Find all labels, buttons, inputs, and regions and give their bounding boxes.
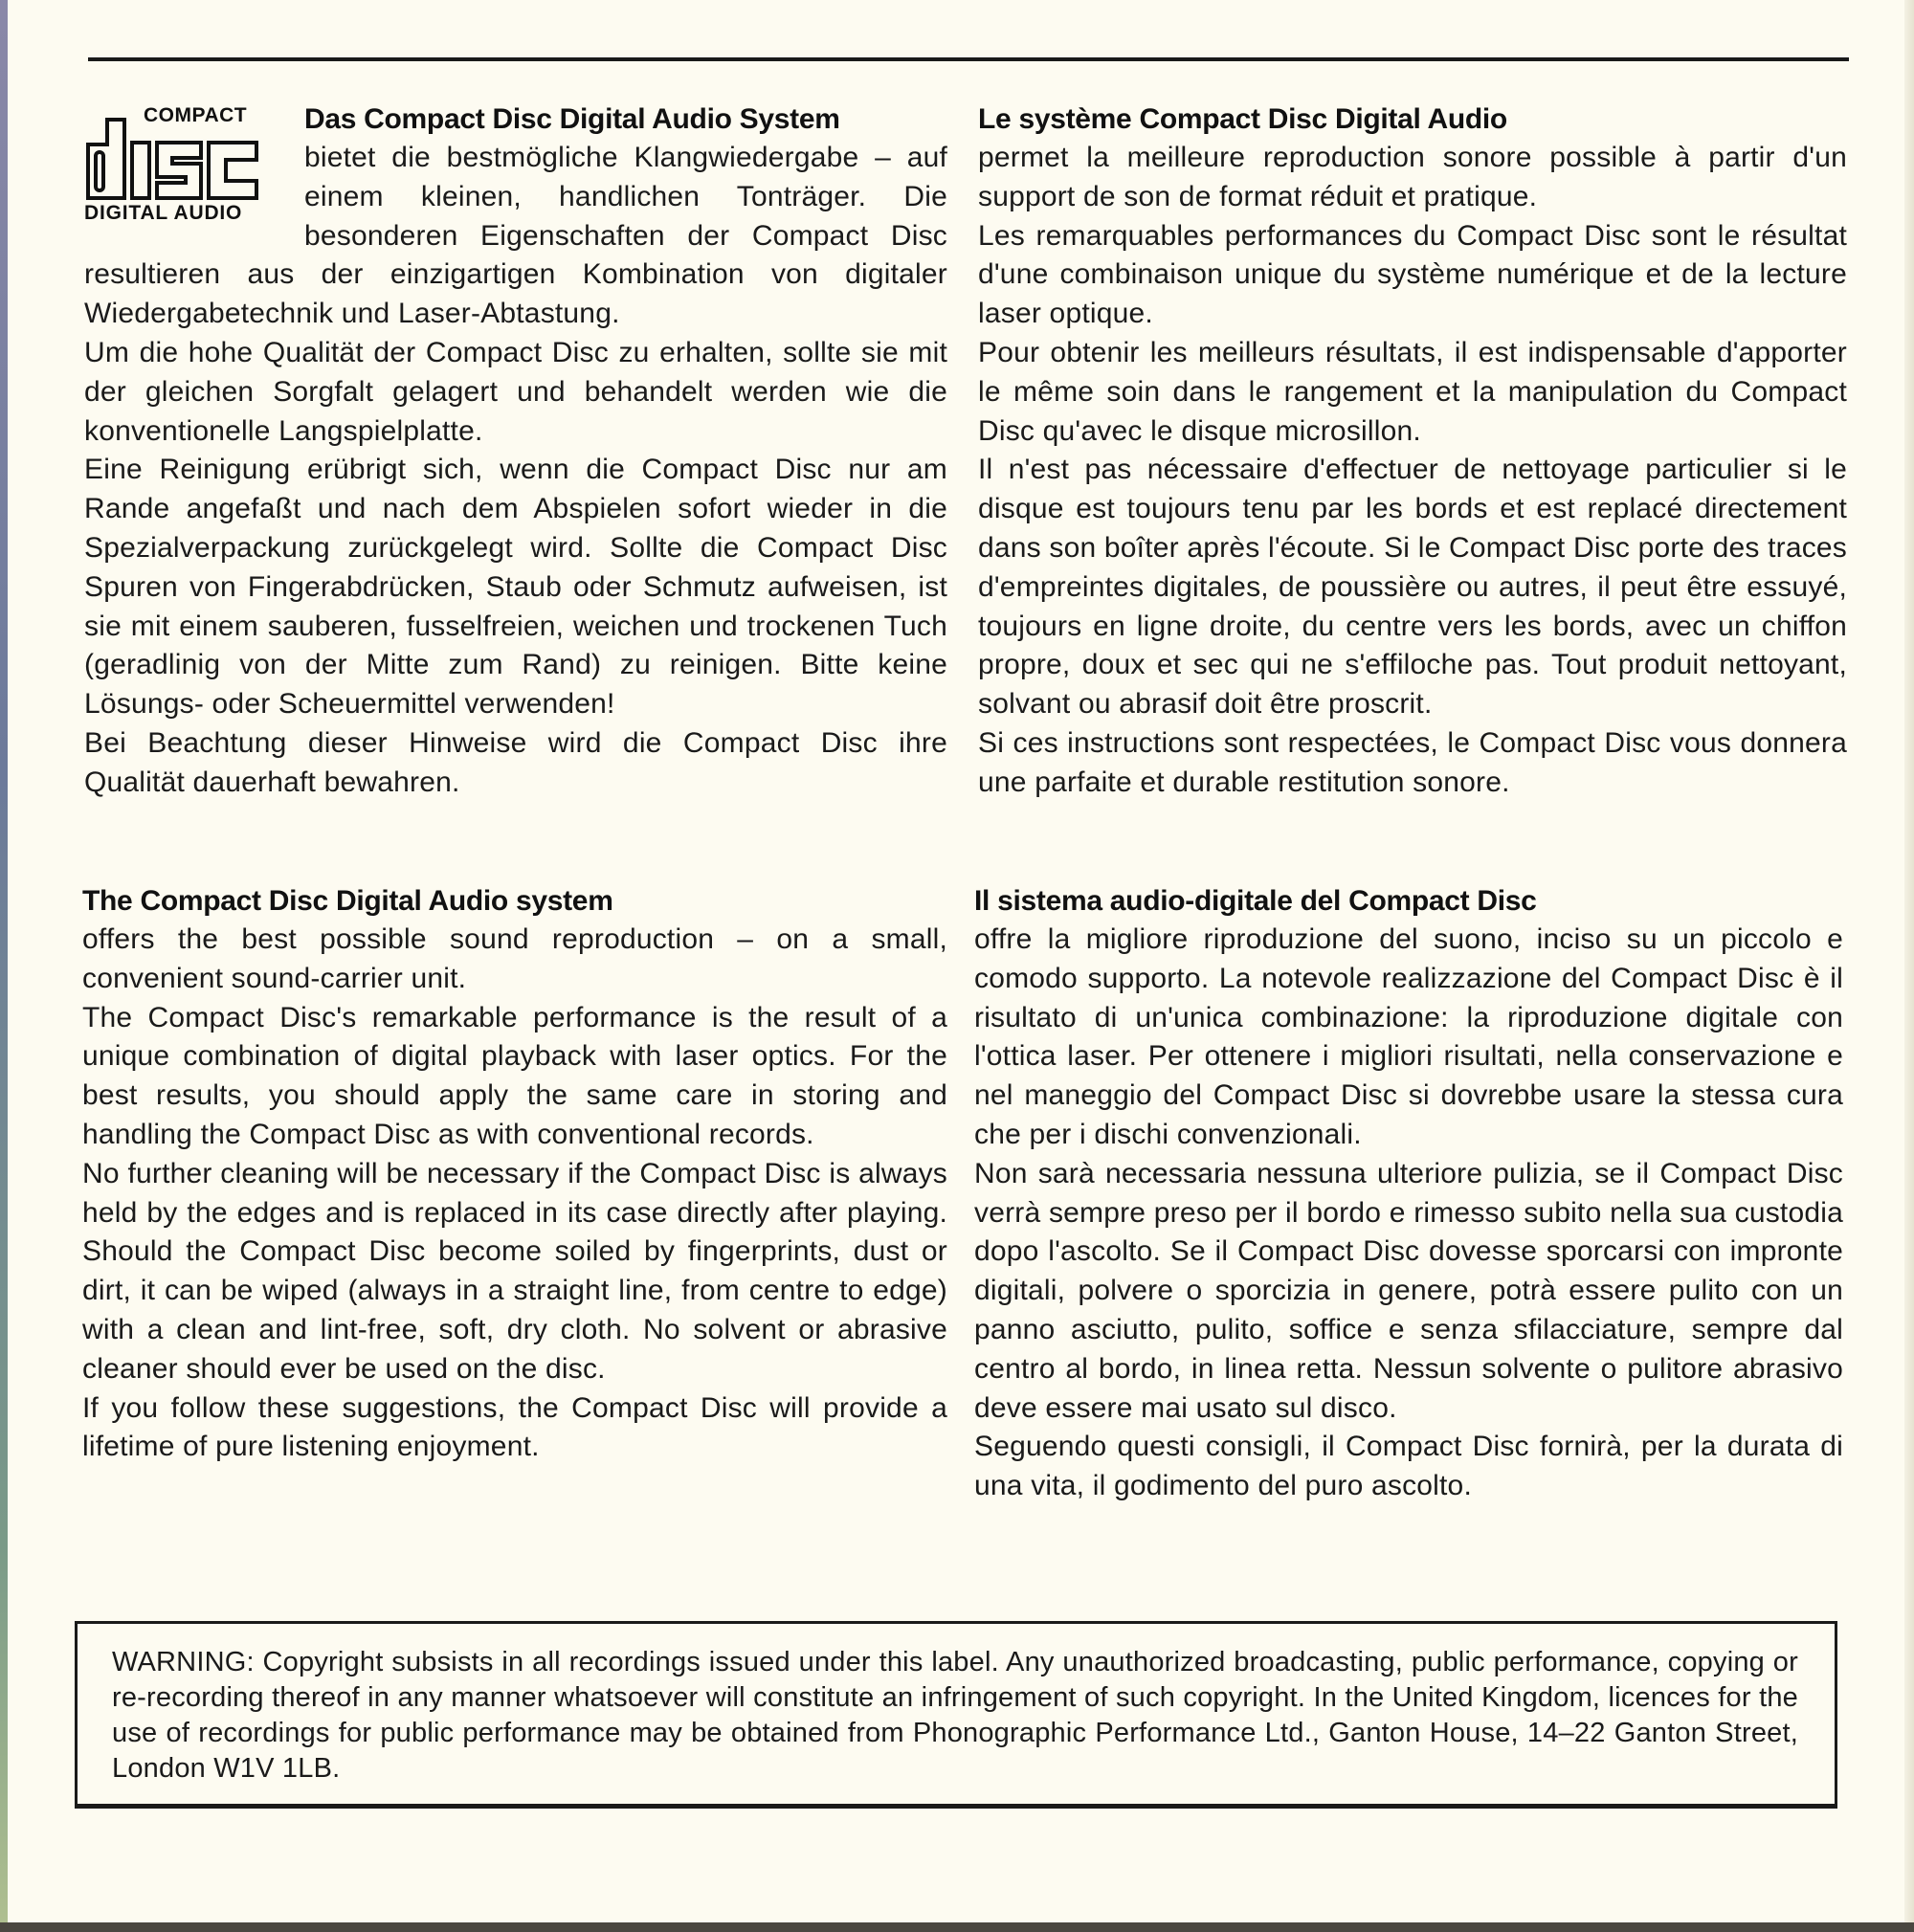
paragraph: The Compact Disc's remarkable performance is the result of a unique combination of digital playback with laser optics. For the best results, you should apply the same care in storing and handling the Compact Disc as with conventional records. [82, 1001, 947, 1150]
paragraph: Bei Beachtung dieser Hinweise wird die Compact Disc ihre Qualität dauerhaft bewahren. [84, 726, 947, 798]
section-heading-german: Das Compact Disc Digital Audio System [304, 103, 840, 135]
paragraph: Um die hohe Qualität der Compact Disc zu erhalten, sollte sie mit der gleichen Sorgfalt gelagert und behandelt werden wie die konventionelle Langspielplatte. [84, 336, 947, 447]
page-bottom-edge [0, 1922, 1914, 1932]
paragraph: Si ces instructions sont respectées, le Compact Disc vous donnera une parfaite et durable restitution sonore. [978, 726, 1847, 798]
paragraph: Il n'est pas nécessaire d'effectuer de nettoyage particulier si le disque est toujours tenu par les bords et est replacé directement dans son boîter après l'écoute. Si le Compact Disc porte des traces d'empreintes digitales, de poussière ou autres, il peut être essuyé, toujours en ligne droite, du centre vers les bords, avec un chiffon propre, doux et sec qui ne s'effiloche pas. Tout produit nettoyant, solvant ou abrasif doit être proscrit. [978, 454, 1847, 721]
paragraph: Pour obtenir les meilleurs résultats, il est indispensable d'apporter le même soin dans le rangement et la manipulation du Compact Disc qu'avec le disque microsillon. [978, 336, 1847, 447]
copyright-warning-box [75, 1621, 1837, 1809]
paragraph: Seguendo questi consigli, il Compact Disc fornirà, per la durata di una vita, il godimento del puro ascolto. [974, 1431, 1843, 1502]
section-heading-english: The Compact Disc Digital Audio system [82, 885, 613, 917]
paragraph: offers the best possible sound reproduction – on a small, convenient sound-carrier unit. [82, 923, 947, 994]
paragraph: permet la meilleure reproduction sonore possible à partir d'un support de son de format réduit et pratique. [978, 142, 1847, 212]
section-german [84, 100, 947, 803]
compact-disc-logo [84, 104, 274, 229]
section-heading-french: Le système Compact Disc Digital Audio [978, 103, 1507, 135]
paragraph: If you follow these suggestions, the Compact Disc will provide a lifetime of pure listening enjoyment. [82, 1391, 947, 1463]
paragraph: offre la migliore riproduzione del suono, inciso su un piccolo e comodo supporto. La notevole realizzazione del Compact Disc è il risultato di un'unica combinazione: la riproduzione digitale con l'ottica laser. Per ottenere i migliori risultati, nella conservazione e nel maneggio del Compact Disc si dovrebbe usare la stessa cura che per i dischi convenzionali. [974, 923, 1843, 1150]
paragraph: No further cleaning will be necessary if the Compact Disc is always held by the edges and is replaced in its case directly after playing. Should the Compact Disc become soiled by fingerprints, dust or dirt, it can be wiped (always in a straight line, from centre to edge) with a clean and lint-free, soft, dry cloth. No solvent or abrasive cleaner should ever be used on the disc. [82, 1157, 947, 1385]
logo-disc-wordmark-icon [84, 116, 274, 202]
top-rule-divider [88, 57, 1849, 61]
section-french [978, 100, 1847, 803]
copyright-warning-text: WARNING: Copyright subsists in all recordings issued under this label. Any unauthorized broadcasting, public performance, copying or re-recording thereof in any manner whatsoever will constitute an infringement of such copyright. In the United Kingdom, licences for the use of recordings for public performance may be obtained from Phonographic Performance Ltd., Ganton House, 14–22 Ganton Street, London W1V 1LB. [112, 1647, 1798, 1784]
logo-compact-label: COMPACT [144, 104, 248, 126]
page-right-edge [1904, 0, 1914, 1932]
section-english [82, 882, 947, 1467]
paragraph: Non sarà necessaria nessuna ulteriore pulizia, se il Compact Disc verrà sempre preso per il bordo e rimesso subito nella sua custodia dopo l'ascolto. Se il Compact Disc dovesse sporcarsi con impronte digitali, polvere o sporcizia in genere, potrà essere pulito con un panno asciutto, pulito, soffice e senza sfilacciature, sempre dal centro al bordo, in linea retta. Nessun solvente o pulitore abrasivo deve essere mai usato sul disco. [974, 1157, 1843, 1424]
paragraph: bietet die bestmögliche Klangwiedergabe – auf einem kleinen, handlichen Tonträger. Die besonderen Eigenschaften der Compact Disc resultieren aus der einzigartigen Kombination von digitaler Wiedergabetechnik und Laser-Abtastung. [84, 142, 947, 330]
section-italian [974, 882, 1843, 1506]
page-left-edge [0, 0, 8, 1932]
paragraph: Les remarquables performances du Compact Disc sont le résultat d'une combinaison unique du système numérique et de la lecture laser optique. [978, 219, 1847, 330]
section-heading-italian: Il sistema audio-digitale del Compact Disc [974, 885, 1537, 917]
paragraph: Eine Reinigung erübrigt sich, wenn die Compact Disc nur am Rande angefaßt und nach dem Abspielen sofort wieder in die Spezialverpackung zurückgelegt wird. Sollte die Compact Disc Spuren von Fingerabdrücken, Staub oder Schmutz aufweisen, ist sie mit einem sauberen, fusselfreien, weichen und trockenen Tuch (geradlinig von der Mitte zum Rand) zu reinigen. Bitte keine Lösungs- oder Scheuermittel verwenden! [84, 454, 947, 721]
logo-digital-audio-label: DIGITAL AUDIO [84, 202, 243, 224]
